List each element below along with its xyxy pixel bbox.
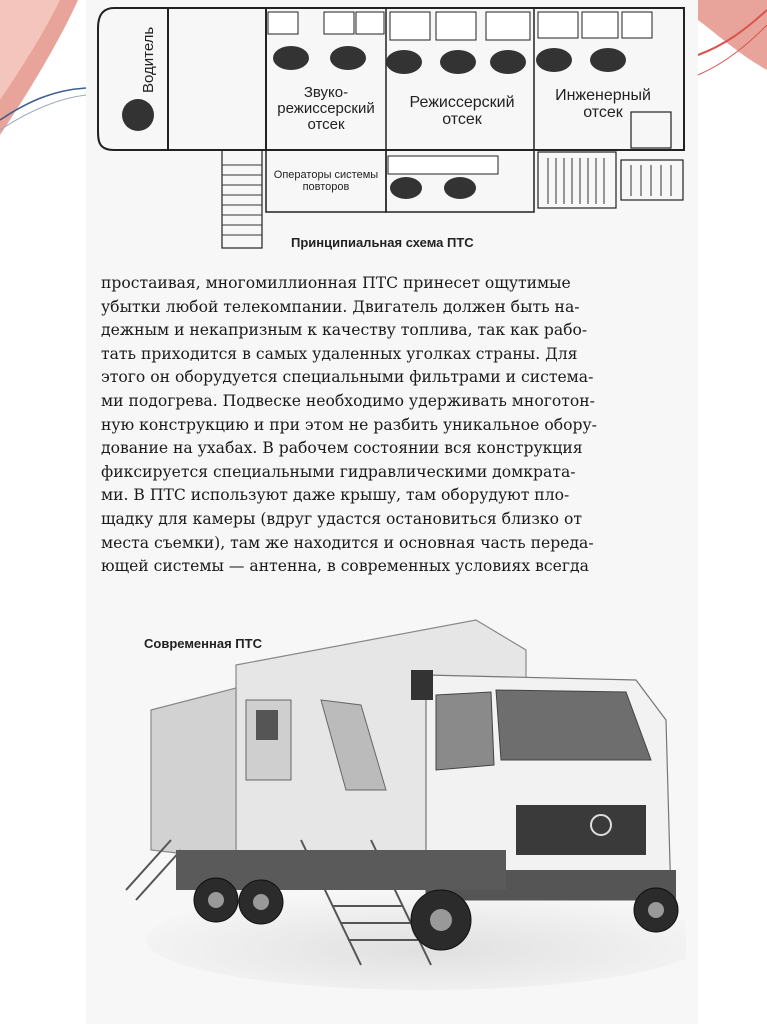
compartment-director-label: Режиссерский отсек	[409, 94, 515, 128]
schema-caption: Принципиальная схема ПТС	[291, 235, 474, 250]
text-line: простаивая, многомиллионная ПТС принесет ощутимые	[101, 274, 571, 292]
text-line: ми. В ПТС используют даже крышу, там оборудуют пло-	[101, 486, 570, 505]
compartment-replay-label: Операторы системы повторов	[273, 169, 379, 193]
compartment-engineer-label: Инженерный отсек	[555, 87, 651, 121]
text-line: ную конструкцию и при этом не разбить уникальное обору-	[101, 415, 597, 434]
text-line: дование на ухабах. В рабочем состоянии вся конструкция	[101, 439, 583, 458]
scanned-page	[86, 0, 698, 1024]
ob-van-scheme	[86, 0, 698, 270]
left-blue-line	[0, 88, 86, 120]
photo-caption: Современная ПТС	[144, 636, 262, 651]
text-line: фиксируется специальными гидравлическими домкрата-	[101, 462, 576, 481]
text-line: щадку для камеры (вдруг удастся остановиться близко от	[101, 509, 582, 528]
text-line: убытки любой телекомпании. Двигатель должен быть на-	[101, 297, 580, 316]
text-line: места съемки), там же находится и основная часть переда-	[101, 533, 594, 552]
text-line: дежным и некапризным к качеству топлива, так как рабо-	[101, 321, 588, 340]
right-red-swoosh	[698, 0, 767, 70]
text-line: ми подогрева. Подвеске необходимо удерживать многотон-	[101, 391, 595, 410]
truck-photo	[96, 610, 686, 1010]
text-line: ющей системы — антенна, в современных условиях всегда	[101, 557, 589, 576]
ob-truck-illustration	[96, 610, 686, 1010]
left-red-swoosh	[0, 0, 78, 135]
text-line: этого он оборудуется специальными фильтрами и система-	[101, 368, 594, 387]
compartment-driver-label: Водитель	[140, 26, 158, 94]
body-text	[101, 272, 685, 579]
compartment-sound-label: Звуко-режиссерский отсек	[277, 84, 375, 133]
text-line: тать приходится в самых удаленных уголках страны. Для	[101, 344, 578, 363]
